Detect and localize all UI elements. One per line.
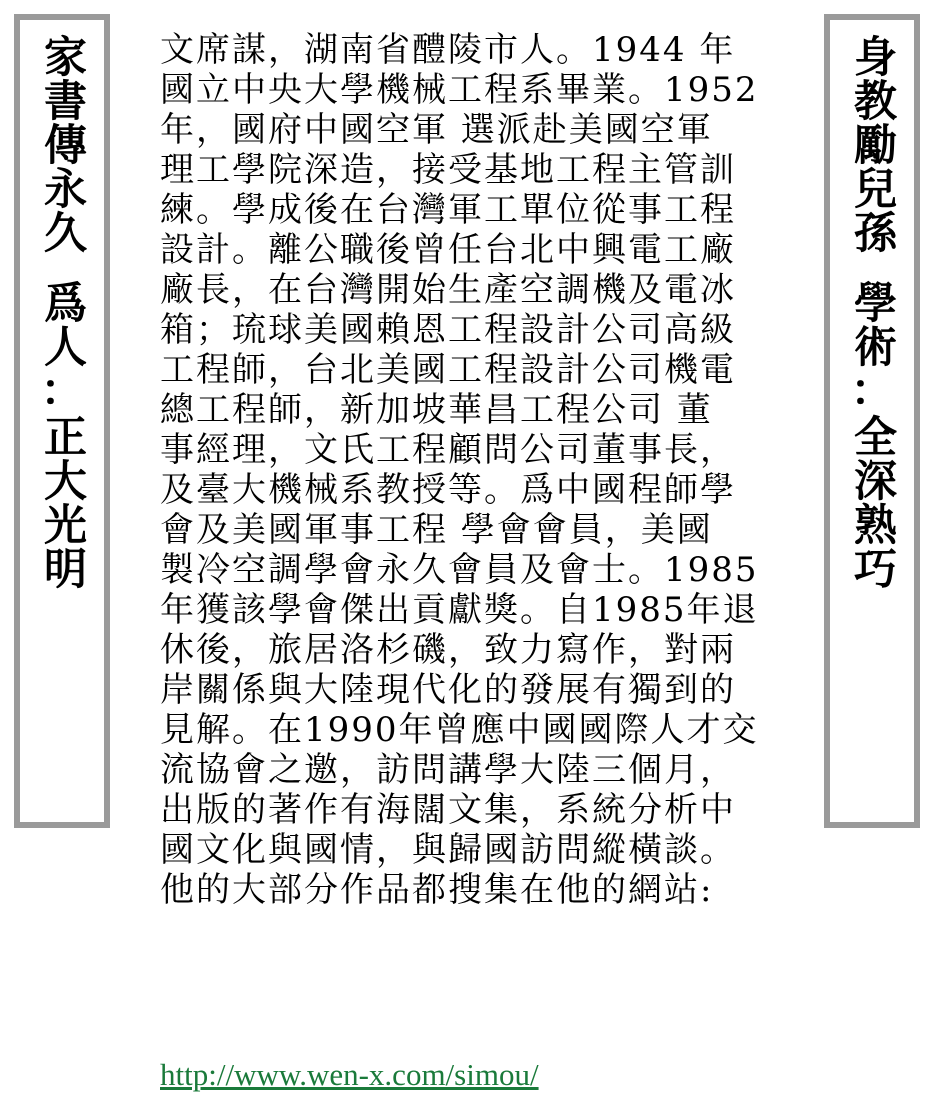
right-couplet-part2: 學術 [847,280,897,368]
bio-line: 出版的著作有海闊文集，系統分析中 [160,790,736,830]
left-couplet-colon: ： [40,366,84,416]
bio-line: 練。學成後在台灣軍工單位從事工程 [160,190,736,230]
bio-line: 年獲該學會傑出貢獻獎。自1985年退 [160,590,759,630]
right-couplet-panel [824,14,920,828]
right-couplet-colon: ： [850,366,894,416]
left-couplet-part3: 正大光明 [37,414,87,590]
bio-line: 休後，旅居洛杉磯，致力寫作，對兩 [160,630,736,670]
bio-line: 箱；琉球美國賴恩工程設計公司高級 [160,310,736,350]
bio-line: 及臺大機械系教授等。爲中國程師學 [160,470,736,510]
right-couplet-part1: 身教勵兒孫 [847,34,897,254]
bio-line: 他的大部分作品都搜集在他的網站: [160,870,714,910]
bio-line: 岸關係與大陸現代化的發展有獨到的 [160,670,736,710]
website-link[interactable]: http://www.wen-x.com/simou/ [160,1057,539,1092]
bio-line: 見解。在1990年曾應中國國際人才交 [160,710,759,750]
bio-line: 理工學院深造，接受基地工程主管訓 [160,150,736,190]
biography-text [160,30,788,910]
bio-line: 工程師，台北美國工程設計公司機電 [160,350,736,390]
bio-line: 文席謀，湖南省醴陵市人。1944 年 [160,30,736,70]
bio-line: 會及美國軍事工程 學會會員，美國 [160,510,713,550]
bio-line: 設計。離公職後曾任台北中興電工廠 [160,230,736,270]
bio-line: 廠長，在台灣開始生產空調機及電冰 [160,270,736,310]
left-couplet-part2: 爲人 [37,280,87,368]
left-couplet-part1: 家書傳永久 [37,34,87,254]
bio-line: 年，國府中國空軍 選派赴美國空軍 [160,110,713,150]
bio-line: 國文化與國情，與歸國訪問縱橫談。 [160,830,736,870]
bio-line: 流協會之邀，訪問講學大陸三個月， [160,750,736,790]
right-couplet-part3: 全深熟巧 [847,414,897,590]
bio-line: 總工程師，新加坡華昌工程公司 董 [160,390,713,430]
bio-line: 事經理，文氏工程顧問公司董事長， [160,430,736,470]
left-couplet-panel [14,14,110,828]
bio-line: 製冷空調學會永久會員及會士。1985 [160,550,759,590]
bio-line: 國立中央大學機械工程系畢業。1952 [160,70,759,110]
